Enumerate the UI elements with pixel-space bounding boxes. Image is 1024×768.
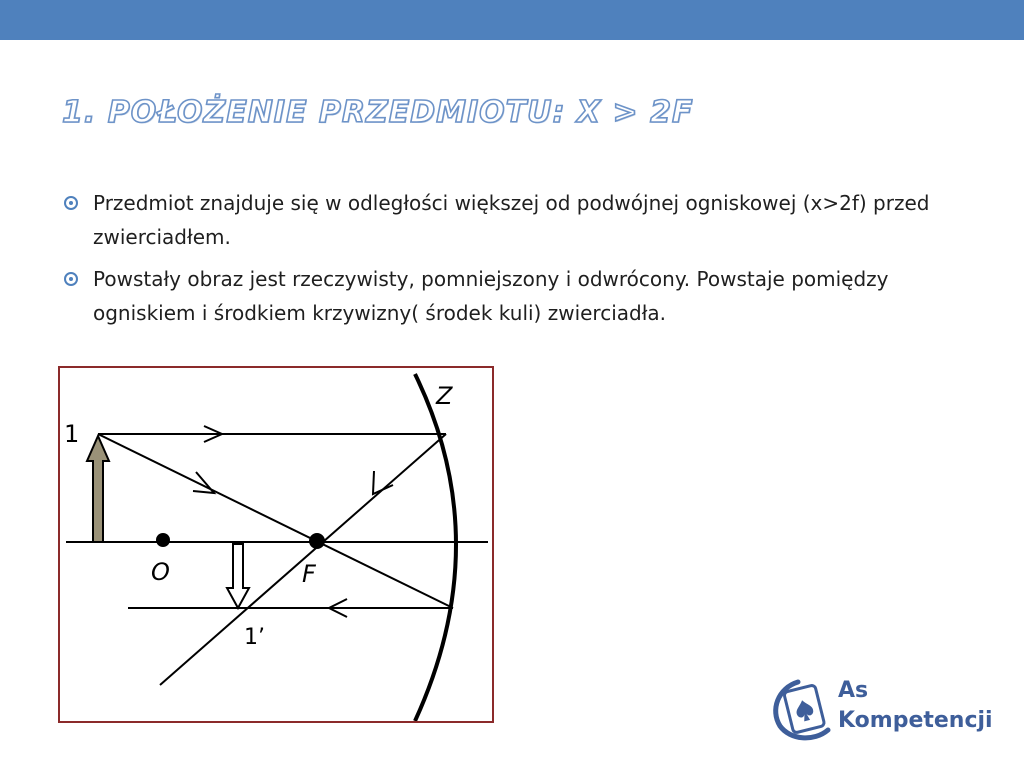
center-label: O bbox=[151, 558, 170, 586]
logo-line-1: As bbox=[838, 678, 869, 703]
image-arrow-icon bbox=[227, 544, 249, 608]
center-point bbox=[156, 533, 170, 547]
bullet-item bbox=[62, 186, 942, 254]
object-arrow-icon bbox=[87, 436, 109, 542]
logo-text bbox=[838, 676, 993, 736]
logo-icon bbox=[770, 676, 834, 742]
logo bbox=[770, 676, 1000, 746]
top-bar bbox=[0, 0, 1024, 40]
bullet-item bbox=[62, 262, 942, 330]
bullet-icon bbox=[64, 196, 78, 210]
bullet-icon bbox=[64, 272, 78, 286]
mirror-label: Z bbox=[436, 382, 453, 410]
ray-diagram-svg bbox=[60, 368, 492, 721]
focus-label: F bbox=[302, 560, 316, 588]
slide-title: 1. POŁOŻENIE PRZEDMIOTU: X > 2F bbox=[62, 95, 694, 130]
bullet-list bbox=[62, 186, 942, 338]
focus-point bbox=[309, 533, 325, 549]
image-label: 1’ bbox=[244, 625, 265, 650]
bullet-text: Przedmiot znajduje się w odległości większej od podwójnej ogniskowej (x>2f) przed zwierciadłem. bbox=[93, 191, 930, 249]
bullet-text: Powstały obraz jest rzeczywisty, pomniejszony i odwrócony. Powstaje pomiędzy ogniskiem i środkiem krzywizny( środek kuli) zwierciadła. bbox=[93, 267, 889, 325]
logo-line-2: Kompetencji bbox=[838, 708, 993, 733]
concave-mirror bbox=[415, 374, 456, 721]
mirror-ray-diagram bbox=[58, 366, 494, 723]
object-label: 1 bbox=[64, 420, 80, 448]
